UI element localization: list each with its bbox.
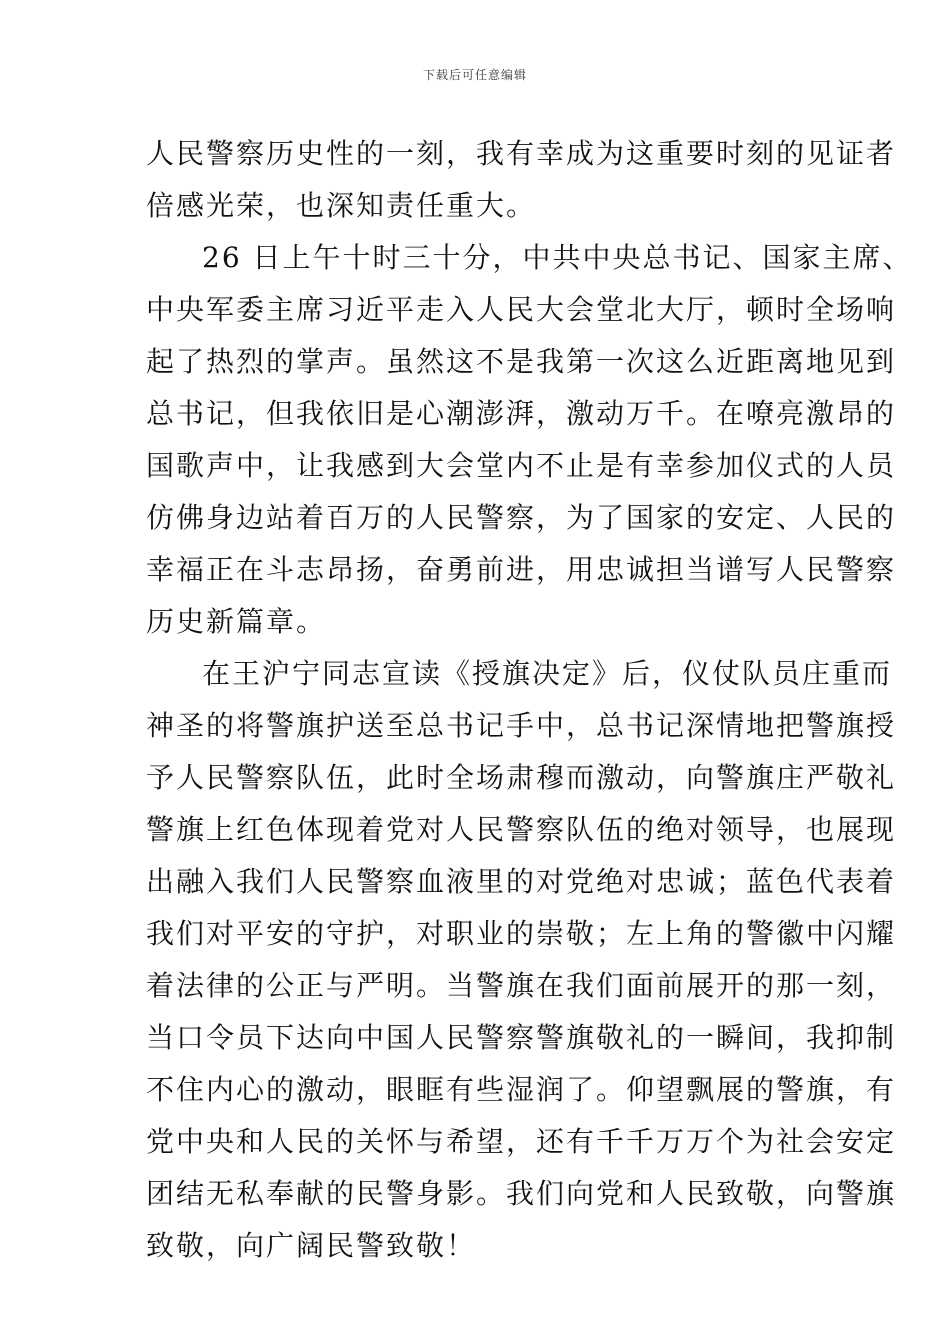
text-line: 当口令员下达向中国人民警察警旗敬礼的一瞬间，我抑制 [146, 1021, 897, 1054]
text-line: 倍感光荣，也深知责任重大。 [146, 189, 537, 222]
text-line: 党中央和人民的关怀与希望，还有千千万万个为社会安定 [146, 1125, 897, 1158]
text-line: 总书记，但我依旧是心潮澎湃，激动万千。在嘹亮激昂的 [146, 397, 897, 430]
header-note: 下载后可任意编辑 [422, 68, 527, 82]
text-line: 仿佛身边站着百万的人民警察，为了国家的安定、人民的 [146, 501, 897, 534]
text-line: 着法律的公正与严明。当警旗在我们面前展开的那一刻， [146, 969, 897, 1002]
text-line: 警旗上红色体现着党对人民警察队伍的绝对领导，也展现 [146, 813, 897, 846]
document-body [146, 128, 913, 1272]
text-line: 历史新篇章。 [146, 605, 327, 638]
text-line: 在王沪宁同志宣读《授旗决定》后，仪仗队员庄重而 [202, 657, 893, 690]
text-line: 国歌声中，让我感到大会堂内不止是有幸参加仪式的人员 [146, 449, 897, 482]
text-line: 予人民警察队伍，此时全场肃穆而激动，向警旗庄严敬礼 [146, 761, 897, 794]
text-line: 人民警察历史性的一刻，我有幸成为这重要时刻的见证者 [146, 137, 897, 170]
text-line: 起了热烈的掌声。虽然这不是我第一次这么近距离地见到 [146, 345, 897, 378]
text-line: 神圣的将警旗护送至总书记手中，总书记深情地把警旗授 [146, 709, 897, 742]
text-line: 出融入我们人民警察血液里的对党绝对忠诚；蓝色代表着 [146, 865, 897, 898]
text-line: 我们对平安的守护，对职业的崇敬；左上角的警徽中闪耀 [146, 917, 897, 950]
text-line: 致敬，向广阔民警致敬！ [146, 1229, 477, 1262]
text-line: 不住内心的激动，眼眶有些湿润了。仰望飘展的警旗，有 [146, 1073, 897, 1106]
text-line: 团结无私奉献的民警身影。我们向党和人民致敬，向警旗 [146, 1177, 897, 1210]
text-line: 幸福正在斗志昂扬，奋勇前进，用忠诚担当谱写人民警察 [146, 553, 897, 586]
text-line: 中央军委主席习近平走入人民大会堂北大厅，顿时全场响 [146, 293, 897, 326]
text-line: 26 日上午十时三十分，中共中央总书记、国家主席、 [202, 241, 913, 274]
